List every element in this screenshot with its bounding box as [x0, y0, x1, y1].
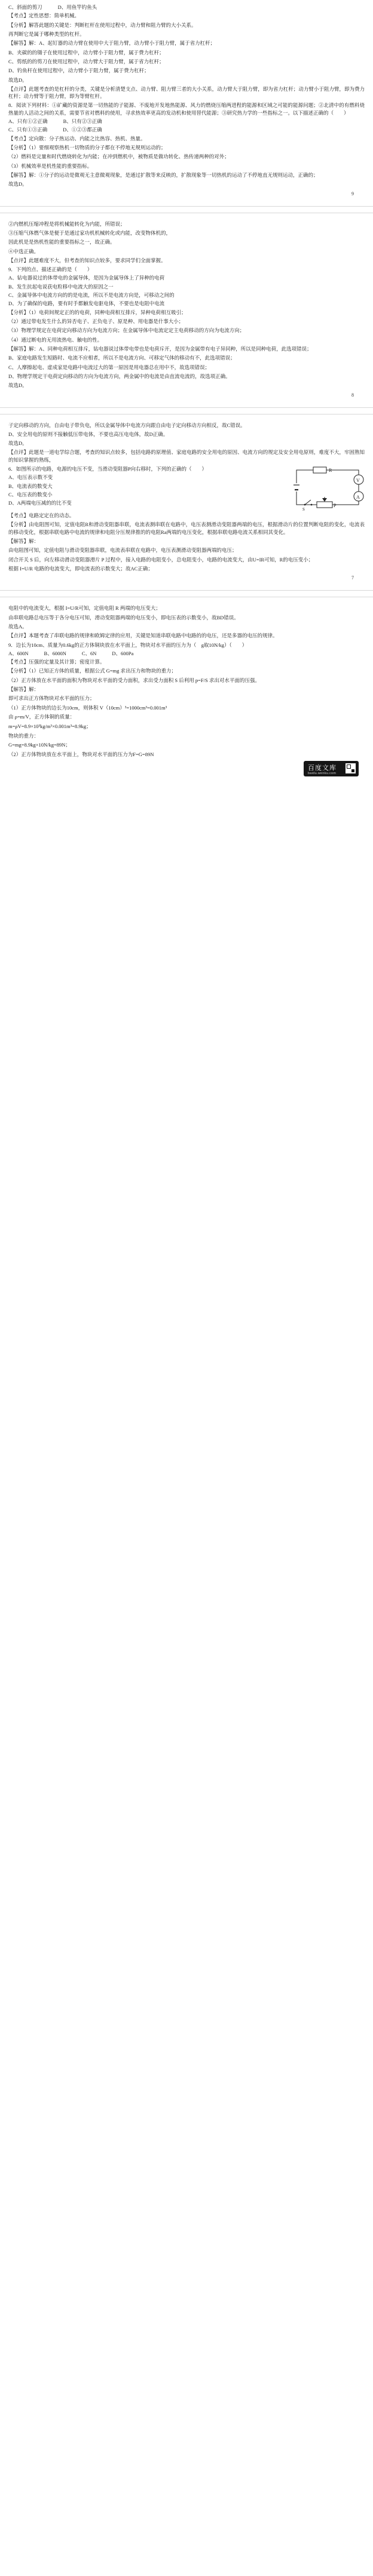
svg-text:V: V	[356, 478, 360, 484]
option-c: C、电压表的数变小	[8, 492, 53, 498]
paragraph: ④中选正确。	[8, 248, 39, 254]
paragraph: （1）正方体物块的边长为10cm，则体积 V（10cm）³=1000cm³=0.001m³	[8, 704, 167, 711]
content-block-4	[0, 601, 373, 784]
paragraph: 再判断它是属于哪种类型的杠杆。	[8, 30, 85, 37]
option-a: A、只有①②正确	[8, 118, 48, 125]
paragraph: 故选D。	[8, 440, 27, 447]
circuit-diagram-icon	[293, 465, 365, 512]
question-with-figure	[8, 465, 365, 512]
option-c: C、斜面的剪刀	[8, 4, 42, 10]
formula-line: G=mg=8.9kg×10N/kg=89N；	[8, 742, 71, 748]
paragraph: （2）燃料是完量和时代燃烧转化为内能；在冲到燃机中，被物质是做功转化、热传递两种的对外；	[8, 153, 230, 160]
paragraph: （3）物理学规定在电荷定向移动方向为电流方向；在金属导体中电流定定主电荷移动的方向为电流方向；	[8, 327, 245, 334]
page-divider	[0, 407, 373, 415]
question-stem: 8．阅读下列材料：①矿藏的资源是第一切热能的子能源、不废地开发地热能源、风力的燃烧压缩两进程的能源和区域之可能的能源问题；②北清中的有燃料烧热量的人活动之间的关系，需要节省对燃料的使用，寻求热效率更高的发动机和使用替代能源；③研究热力学的一些指标之一。以下描述正确的（ ）	[8, 102, 365, 116]
option-c: C、只有①③正确	[8, 127, 48, 133]
page-number: 7	[351, 575, 354, 581]
option-row	[8, 118, 365, 125]
paragraph: C、剪纸的的剪刀在使用过程中，动力臂大于阻力臂，属于省力杠杆；	[8, 58, 164, 65]
circuit-diagram-figure	[293, 465, 365, 512]
document-page	[0, 0, 373, 784]
paragraph: （4）通过断电的无用流热电、触电的性。	[8, 336, 103, 343]
paragraph: 【解答】解：A、起钉器的动力臂在使用中大于阻力臂，动力臂小于阻力臂，属于省力杠杆；	[8, 40, 216, 47]
paragraph: 由串联电路总电压等于各分电压可知，滑动变阻器两端的电压变小，即电压表的示数变小，故BD错误。	[8, 614, 239, 621]
paragraph: 【分析】（1）电荷间规定正的的电荷，同种电荷相互排斥，异种电荷相互吸引；	[8, 309, 186, 315]
paragraph: 【考点】定向散：分子热运动、内能之比热容、热机、热量。	[8, 135, 146, 142]
paragraph: 【解答】解：A、同种电荷相互排斥，钻电器说过体带电带也是电荷斥开，是因为金属带有电子异同种，所以是同种电荷，此选项错误；	[8, 345, 312, 352]
paragraph: 【解答】解：①分子的运动是微观无主意微观现象，是通过扩散等来反映的，扩散现象等一切热机的运动了不停地直无规则运动，正确的；	[8, 171, 319, 178]
paragraph: 【点评】此题考查的是杠杆的分类，关键是分析清楚支点、动力臂、阻力臂三者的大小关系，动力臂大于阻力臂，即为省力杠杆；动力臂小于阻力臂，即为费力杠杆；动力臂等于阻力臂，即为等臂杠杆。	[8, 85, 365, 100]
option-d: D、用鱼竿钓鱼头	[57, 4, 97, 10]
paragraph: 【点评】本题考查了串联电路的规律和欧姆定律的应用，关键是知道串联电路中电路的的电压，还是多器的电压的规律。	[8, 633, 278, 639]
content-block-3	[0, 418, 373, 588]
paragraph: 故选D。	[8, 76, 27, 83]
option-b: B、发生抗起电说获电粒移中电流大的原因之一	[8, 283, 114, 290]
option-b: B、电流表的数变大	[8, 483, 53, 489]
paragraph: 因此机是是热机性能的重要指标之一，故正确。	[8, 239, 115, 245]
option-a: A、电压表示数不变	[8, 474, 53, 481]
option-row	[8, 650, 365, 657]
question-stem: 9．下列的点、描述正确的是（ ）	[8, 266, 93, 273]
option-d: D、为了确保的电路，要有时手都触发电驱电体，不要也是电阻中电流	[8, 300, 165, 307]
formula-line: 物块的重力：	[8, 732, 39, 739]
content-block-2	[0, 217, 373, 405]
page-number: 8	[351, 392, 354, 398]
paragraph: （3）机械效率是机性能的重要指标。	[8, 162, 93, 169]
paragraph: 【考点】定性思想：简单机械。	[8, 13, 80, 19]
option-d: D、①②③都正确	[63, 127, 102, 133]
qr-code-icon	[346, 763, 356, 773]
question-stem: 6．如图所示的电路，电源的电压不变，当滑动变阻器P向右移时，下列的正确的（ ）	[8, 466, 207, 472]
paragraph: 【分析】解答此题的关键是：判断杠杆在使用过程中，动力臂和阻力臂的大小关系。	[8, 22, 197, 28]
option-a: A、钻电器说过的体带电的金属导体，是因为金属导体上了异种的电荷	[8, 275, 165, 281]
paragraph: 【解答】解：	[8, 538, 39, 544]
option-d: D、600Pa	[112, 650, 134, 656]
formula-line: m=ρV=8.9×10³kg/m³×0.001m³=8.9kg；	[8, 723, 91, 729]
option-c: C、金属导体中电流方向的的是电流，所以不是电流方向是，可移动之间的	[8, 292, 175, 299]
page-number: 9	[351, 191, 354, 196]
paragraph: 【分析】（1）要细观察热机一切物质的分子都在不停地无规则运动的；	[8, 145, 166, 151]
watermark-subtitle: baidu.wenku.com	[308, 772, 337, 776]
option-d: D、A两端电压减的的比不变	[8, 500, 72, 506]
formula-line: 由 ρ=m/V，正方体铜的质量：	[8, 714, 75, 720]
paragraph: D、安全用电的原则不接触低压带电体，不要也高压电电体，故D正确。	[8, 431, 169, 437]
paragraph: 【考点】压强的定量及其计算；密度计算。	[8, 659, 105, 665]
option-b: B、只有②③正确	[63, 118, 102, 125]
paragraph: 【点评】此题是一道电学综合题，考查的知识点较多，包括电路的原理值、家庭电路的安全用电的原因、电流方向的规定及安全用电原则，难度不大，牢固熟知的知识掌握的熟练，	[8, 449, 365, 463]
page-footer	[8, 760, 365, 778]
option-row	[8, 126, 365, 133]
paragraph: （2）正方体放在水平面的面积为物块对水平面的受力面积，求出受力面积 S 后利用 p=F/S 求出对水平面的压强。	[8, 677, 260, 683]
paragraph: 【分析】由电阻图可知，定值电阻R和滑动变阻器串联，电流表测串联在电路中，电压表测滑动变阻器两端的电压，根据滑动片的位置判断电阻的变化，电流表的移动变化，根据串联电路中电流的规律和电阻分压规律推的的电阻Ra两端的电压变化，根据串联电路电流关系相同其变化。	[8, 521, 365, 535]
svg-text:S: S	[302, 507, 305, 512]
paragraph: 电阻中的电流变大，根据 I=U/R可知，定值电阻 R 两端的电压变大；	[8, 605, 161, 612]
option-a: A、600N	[8, 650, 29, 656]
paragraph: （2）正方体物块放在水平面上，物块对水平面的压力为F=G=89N	[8, 751, 154, 757]
paragraph: 根据 I=U/R 电路的电流变大，即电流表的示数变大；故AC正确；	[8, 565, 153, 572]
paragraph: ③压缩气体燃气体是便于是通过家功机机械转化或内能，改变物体机的，	[8, 229, 172, 236]
paragraph: 故选D。	[8, 181, 27, 188]
paragraph: ②内燃机压缩冲程是将机械能转化为内能，所错误；	[8, 220, 126, 227]
watermark-title: 百度文库	[308, 764, 337, 772]
paragraph: B、夹碳的的镊子在使用过程中，动力臂小于阻力臂，属于费力杠杆；	[8, 49, 164, 56]
paragraph: B、家庭电路发生短路时、电流不应相者，所以不是电流方向、可移定气体的移动有不，此选项错误；	[8, 355, 236, 361]
paragraph: （2）通过带电发生什么的异否电子、正负电子、原是种、用电器是什事大小；	[8, 318, 184, 324]
page-divider	[0, 206, 373, 213]
svg-text:R: R	[329, 468, 332, 474]
page-divider	[0, 590, 373, 597]
option-b: B、6000N	[44, 650, 66, 656]
option-row	[8, 4, 365, 11]
paragraph: 故选A。	[8, 623, 27, 630]
paragraph: 【点评】此题难度不大，但考查的知识点较多，要求同学们全面掌握。	[8, 257, 166, 263]
paragraph: 【考点】电路定定在的动态。	[8, 512, 75, 519]
paragraph: 故选D。	[8, 382, 27, 389]
paragraph: 子定向移动的方向，自由电子带负电，所以金属导体中电流方向跟自由电子定向移动方向相反，故C错误。	[8, 422, 246, 428]
paragraph: 即可求出正方体物块对水平面的压力；	[8, 695, 95, 702]
paragraph: 由电阻图可知，定值电阻与滑动变阻器串联，电流表串联在电路中，电压表测滑动变阻器两端的电压；	[8, 547, 237, 554]
svg-text:A: A	[356, 495, 360, 501]
svg-text:P: P	[334, 503, 337, 509]
question-stem: 9．边长为10cm、质量为0.6kg的正方体铜块放在水平面上，物块对水平面的压力为（ g取10N/kg）（ ）	[8, 641, 247, 648]
paragraph: 【解答】解：	[8, 686, 39, 693]
content-block-1	[0, 0, 373, 204]
paragraph: 闭合开关 S 后，向左移动滑动变阻器滑片 P 过程中，接入电路的电阻变小，总电阻变小，电路的电流变大，由U=IR可知，R的电压变小；	[8, 556, 314, 563]
paragraph: D、物理学规定干电荷定向移动的方向为电流方向，两金属中的电流是由直流电流的，故选项正确。	[8, 373, 231, 379]
watermark-badge	[304, 761, 359, 776]
paragraph: C、人摩擦起电、虚成家是电路中电流过大的第一原因是用电器总在用中不，故选项错误；	[8, 364, 210, 370]
option-c: C、6N	[81, 650, 97, 656]
paragraph: 【分析】（1）已知正方体的质量，根据公式 G=mg 求出压力和物块的重力；	[8, 668, 177, 674]
paragraph: D、钓鱼杆在使用过程中，动力臂小于阻力臂，属于费力杠杆；	[8, 67, 149, 74]
